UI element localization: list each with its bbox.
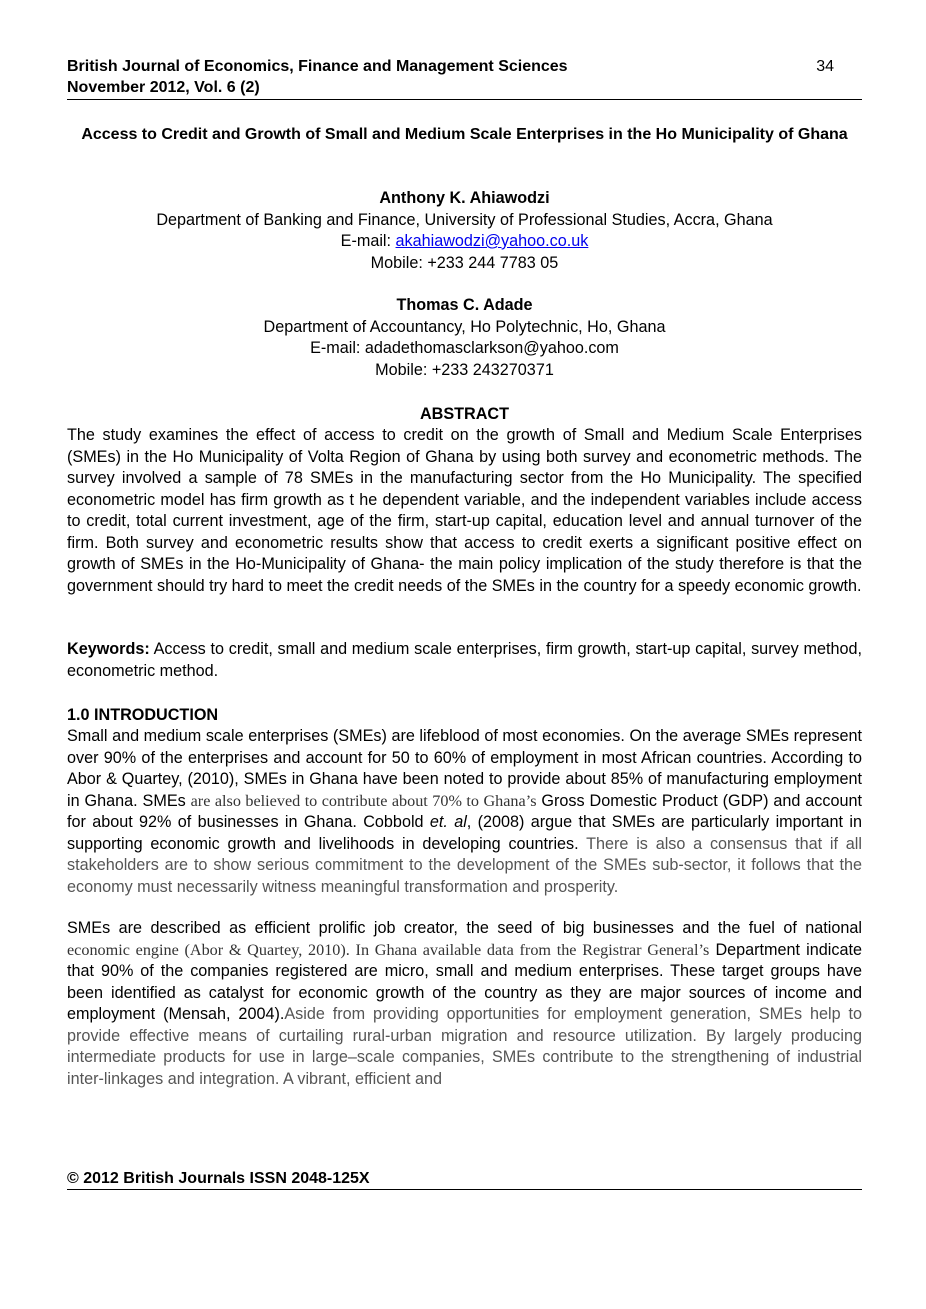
intro-text-serif: are also believed to contribute about 70% to Ghana’s <box>190 791 537 810</box>
author-block-2 <box>67 295 862 381</box>
intro-text: , (2008) argue that SMEs are particularly important in supporting economic growth and livelihoods in developing countries. <box>67 813 862 853</box>
author-affiliation: Department of Banking and Finance, University of Professional Studies, Accra, Ghana <box>156 210 773 229</box>
email-label: E-mail: <box>340 232 396 250</box>
abstract-heading: ABSTRACT <box>419 405 510 423</box>
intro-text-serif: economic engine (Abor & Quartey, 2010). In Ghana available data from the Registrar General’s <box>67 940 710 959</box>
intro-text-gray: Aside from providing opportunities for employment generation, SMEs help to provide effective means of curtailing rural-urban migration and resource utilization. By largely producing intermediate products for use in large–scale companies, SMEs contribute to the strengthening of industrial inter-linkages and integration. A vibrant, efficient and <box>67 1005 862 1088</box>
keywords-text: Access to credit, small and medium scale enterprises, firm growth, start-up capital, survey method, econometric method. <box>67 640 862 680</box>
footer-copyright: © 2012 British Journals ISSN 2048-125X <box>67 1170 370 1187</box>
intro-paragraph-1 <box>67 726 862 898</box>
journal-header <box>67 56 862 98</box>
header-rule <box>67 99 862 100</box>
author-email-line: E-mail: adadethomasclarkson@yahoo.com <box>310 339 619 357</box>
section-heading-introduction: 1.0 INTRODUCTION <box>67 706 219 724</box>
author-email-line <box>67 231 862 253</box>
intro-text: Department indicate that 90% of the companies registered are micro, small and medium enterprises. These target groups have been identified as catalyst for economic growth of the country as they are major sources of income and employment (Mensah, 2004). <box>67 940 862 1023</box>
author-email-link[interactable]: akahiawodzi@yahoo.co.uk <box>395 232 589 250</box>
intro-text: SMEs are described as efficient prolific job creator, the seed of big businesses and the fuel of national <box>67 919 862 937</box>
intro-paragraph-2 <box>67 918 862 1090</box>
intro-text-italic: et. al <box>429 813 467 831</box>
journal-issue: November 2012, Vol. 6 (2) <box>67 79 260 96</box>
intro-text: Gross Domestic Product (GDP) and account for about 92% of businesses in Ghana. Cobbold <box>67 791 862 831</box>
author-block-1 <box>67 188 862 274</box>
author-mobile: Mobile: +233 244 7783 05 <box>370 253 559 272</box>
keywords-label: Keywords: <box>67 640 150 658</box>
author-affiliation: Department of Accountancy, Ho Polytechnic, Ho, Ghana <box>263 317 666 336</box>
author-name: Thomas C. Adade <box>396 296 533 314</box>
intro-text-gray: There is also a consensus that if all stakeholders are to show serious commitment to the development of the SMEs sub-sector, it follows that the economy must necessarily witness meaningful transformation and prosperity. <box>67 834 862 896</box>
keywords <box>67 639 862 682</box>
author-name: Anthony K. Ahiawodzi <box>379 189 550 207</box>
footer-rule <box>67 1189 862 1190</box>
page-number: 34 <box>816 58 834 75</box>
intro-text: Small and medium scale enterprises (SMEs) are lifeblood of most economies. On the average SMEs represent over 90% of the enterprises and account for 50 to 60% of employment in most African countries. According to Abor & Quartey, (2010), SMEs in Ghana have been noted to provide about 85% of manufacturing employment in Ghana. SMEs <box>67 727 862 810</box>
abstract-text: The study examines the effect of access to credit on the growth of Small and Medium Scale Enterprises (SMEs) in the Ho Municipality of Volta Region of Ghana by using both survey and econometric methods. The survey involved a sample of 78 SMEs in the manufacturing sector from the Ho Municipality. The specified econometric model has firm growth as t he dependent variable, and the independent variables include access to credit, total current investment, age of the firm, start-up capital, education level and annual turnover of the firm. Both survey and econometric results show that access to credit exerts a significant positive effect on growth of SMEs in the Ho-Municipality of Ghana- the main policy implication of the study therefore is that the government should try hard to meet the credit needs of the SMEs in the country for a speedy economic growth. <box>67 426 862 595</box>
paper-title: Access to Credit and Growth of Small and Medium Scale Enterprises in the Ho Municipality of Ghana <box>81 126 848 143</box>
author-mobile: Mobile: +233 243270371 <box>375 360 554 379</box>
journal-name: British Journal of Economics, Finance and Management Sciences <box>67 58 568 75</box>
